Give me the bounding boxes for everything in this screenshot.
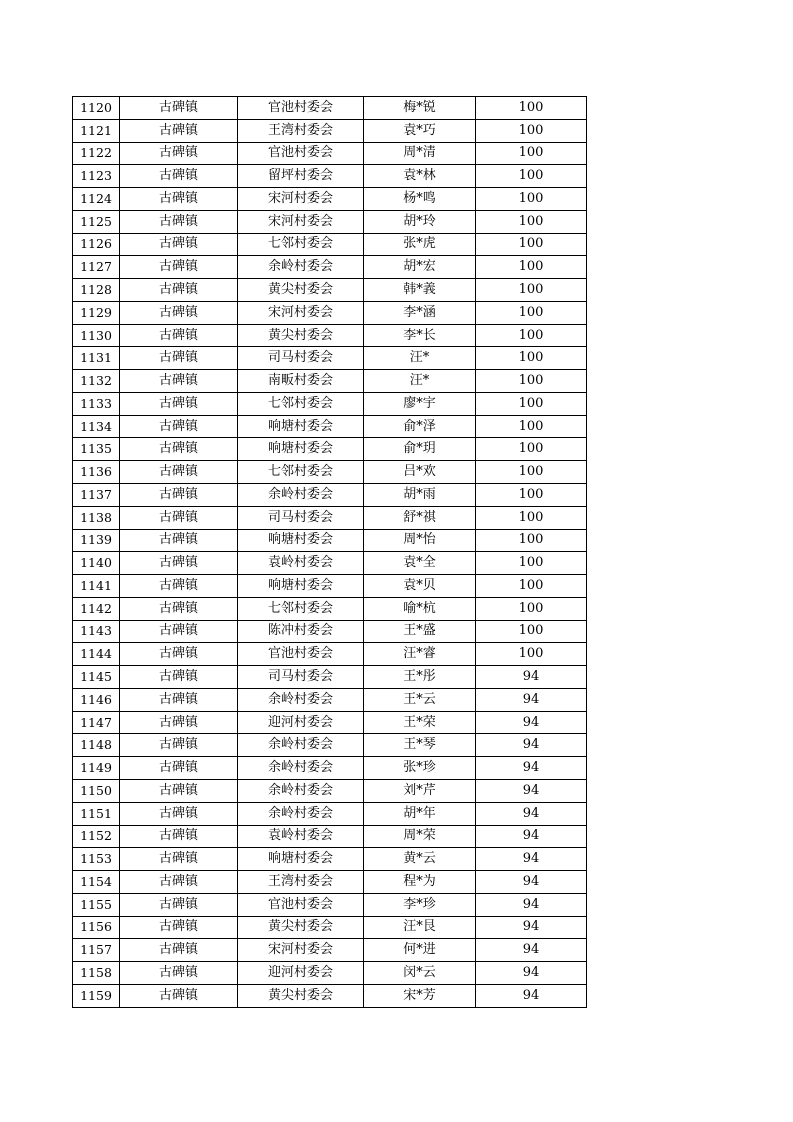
table-row	[73, 825, 587, 848]
table-row	[73, 734, 587, 757]
table-row	[73, 301, 587, 324]
amount-cell: 94	[476, 666, 587, 689]
amount-cell: 94	[476, 984, 587, 1007]
row-number-cell: 1123	[73, 165, 120, 188]
village-committee-cell: 黄尖村委会	[238, 324, 364, 347]
village-committee-cell: 袁岭村委会	[238, 825, 364, 848]
town-cell: 古碑镇	[120, 984, 238, 1007]
amount-cell: 100	[476, 484, 587, 507]
amount-cell: 100	[476, 301, 587, 324]
town-cell: 古碑镇	[120, 165, 238, 188]
town-cell: 古碑镇	[120, 119, 238, 142]
amount-cell: 94	[476, 779, 587, 802]
amount-cell: 100	[476, 233, 587, 256]
name-cell: 杨*鸣	[364, 188, 476, 211]
row-number-cell: 1121	[73, 119, 120, 142]
table-row	[73, 370, 587, 393]
row-number-cell: 1153	[73, 848, 120, 871]
village-committee-cell: 响塘村委会	[238, 529, 364, 552]
amount-cell: 100	[476, 506, 587, 529]
table-row	[73, 347, 587, 370]
name-cell: 俞*玥	[364, 438, 476, 461]
name-cell: 袁*林	[364, 165, 476, 188]
table-row	[73, 802, 587, 825]
row-number-cell: 1141	[73, 575, 120, 598]
village-committee-cell: 留坪村委会	[238, 165, 364, 188]
table-row	[73, 643, 587, 666]
village-committee-cell: 王湾村委会	[238, 119, 364, 142]
town-cell: 古碑镇	[120, 233, 238, 256]
row-number-cell: 1147	[73, 711, 120, 734]
amount-cell: 100	[476, 256, 587, 279]
table-row	[73, 575, 587, 598]
amount-cell: 100	[476, 279, 587, 302]
village-committee-cell: 黄尖村委会	[238, 984, 364, 1007]
name-cell: 周*怡	[364, 529, 476, 552]
amount-cell: 94	[476, 848, 587, 871]
town-cell: 古碑镇	[120, 142, 238, 165]
table-row	[73, 939, 587, 962]
name-cell: 俞*泽	[364, 415, 476, 438]
town-cell: 古碑镇	[120, 848, 238, 871]
table-row	[73, 188, 587, 211]
amount-cell: 94	[476, 825, 587, 848]
table-row	[73, 142, 587, 165]
table-row	[73, 97, 587, 120]
data-table	[72, 96, 587, 1008]
village-committee-cell: 宋河村委会	[238, 939, 364, 962]
name-cell: 张*虎	[364, 233, 476, 256]
name-cell: 廖*宇	[364, 392, 476, 415]
village-committee-cell: 宋河村委会	[238, 188, 364, 211]
table-row	[73, 165, 587, 188]
table-row	[73, 506, 587, 529]
amount-cell: 94	[476, 893, 587, 916]
town-cell: 古碑镇	[120, 347, 238, 370]
row-number-cell: 1157	[73, 939, 120, 962]
amount-cell: 100	[476, 575, 587, 598]
town-cell: 古碑镇	[120, 779, 238, 802]
table-row	[73, 620, 587, 643]
name-cell: 吕*欢	[364, 461, 476, 484]
village-committee-cell: 七邻村委会	[238, 461, 364, 484]
name-cell: 胡*雨	[364, 484, 476, 507]
village-committee-cell: 余岭村委会	[238, 256, 364, 279]
table-row	[73, 415, 587, 438]
row-number-cell: 1156	[73, 916, 120, 939]
town-cell: 古碑镇	[120, 962, 238, 985]
row-number-cell: 1122	[73, 142, 120, 165]
name-cell: 汪*	[364, 370, 476, 393]
village-committee-cell: 官池村委会	[238, 97, 364, 120]
name-cell: 王*琴	[364, 734, 476, 757]
name-cell: 李*长	[364, 324, 476, 347]
name-cell: 袁*巧	[364, 119, 476, 142]
row-number-cell: 1126	[73, 233, 120, 256]
row-number-cell: 1120	[73, 97, 120, 120]
town-cell: 古碑镇	[120, 939, 238, 962]
town-cell: 古碑镇	[120, 256, 238, 279]
row-number-cell: 1138	[73, 506, 120, 529]
amount-cell: 100	[476, 210, 587, 233]
table-row	[73, 392, 587, 415]
table-row	[73, 484, 587, 507]
town-cell: 古碑镇	[120, 734, 238, 757]
town-cell: 古碑镇	[120, 279, 238, 302]
name-cell: 李*珍	[364, 893, 476, 916]
village-committee-cell: 黄尖村委会	[238, 279, 364, 302]
row-number-cell: 1154	[73, 871, 120, 894]
village-committee-cell: 余岭村委会	[238, 484, 364, 507]
table-row	[73, 438, 587, 461]
village-committee-cell: 官池村委会	[238, 893, 364, 916]
name-cell: 闵*云	[364, 962, 476, 985]
amount-cell: 100	[476, 620, 587, 643]
town-cell: 古碑镇	[120, 188, 238, 211]
town-cell: 古碑镇	[120, 415, 238, 438]
row-number-cell: 1145	[73, 666, 120, 689]
amount-cell: 100	[476, 392, 587, 415]
amount-cell: 100	[476, 165, 587, 188]
town-cell: 古碑镇	[120, 552, 238, 575]
town-cell: 古碑镇	[120, 597, 238, 620]
town-cell: 古碑镇	[120, 757, 238, 780]
village-committee-cell: 袁岭村委会	[238, 552, 364, 575]
village-committee-cell: 迎河村委会	[238, 962, 364, 985]
amount-cell: 94	[476, 688, 587, 711]
row-number-cell: 1136	[73, 461, 120, 484]
village-committee-cell: 余岭村委会	[238, 734, 364, 757]
amount-cell: 100	[476, 97, 587, 120]
name-cell: 周*荣	[364, 825, 476, 848]
village-committee-cell: 余岭村委会	[238, 688, 364, 711]
town-cell: 古碑镇	[120, 643, 238, 666]
name-cell: 汪*	[364, 347, 476, 370]
name-cell: 胡*玲	[364, 210, 476, 233]
row-number-cell: 1140	[73, 552, 120, 575]
village-committee-cell: 陈冲村委会	[238, 620, 364, 643]
village-committee-cell: 迎河村委会	[238, 711, 364, 734]
name-cell: 李*涵	[364, 301, 476, 324]
amount-cell: 100	[476, 438, 587, 461]
row-number-cell: 1142	[73, 597, 120, 620]
row-number-cell: 1132	[73, 370, 120, 393]
table-row	[73, 779, 587, 802]
amount-cell: 94	[476, 802, 587, 825]
village-committee-cell: 响塘村委会	[238, 848, 364, 871]
name-cell: 舒*祺	[364, 506, 476, 529]
amount-cell: 100	[476, 370, 587, 393]
town-cell: 古碑镇	[120, 392, 238, 415]
village-committee-cell: 宋河村委会	[238, 301, 364, 324]
table-row	[73, 552, 587, 575]
amount-cell: 94	[476, 711, 587, 734]
table-row	[73, 119, 587, 142]
row-number-cell: 1144	[73, 643, 120, 666]
row-number-cell: 1155	[73, 893, 120, 916]
table-row	[73, 461, 587, 484]
name-cell: 喻*杭	[364, 597, 476, 620]
village-committee-cell: 余岭村委会	[238, 802, 364, 825]
town-cell: 古碑镇	[120, 370, 238, 393]
name-cell: 袁*全	[364, 552, 476, 575]
name-cell: 宋*芳	[364, 984, 476, 1007]
town-cell: 古碑镇	[120, 484, 238, 507]
amount-cell: 94	[476, 962, 587, 985]
row-number-cell: 1148	[73, 734, 120, 757]
table-row	[73, 757, 587, 780]
name-cell: 王*盛	[364, 620, 476, 643]
amount-cell: 100	[476, 415, 587, 438]
table-row	[73, 666, 587, 689]
table-row	[73, 871, 587, 894]
amount-cell: 94	[476, 757, 587, 780]
town-cell: 古碑镇	[120, 97, 238, 120]
row-number-cell: 1159	[73, 984, 120, 1007]
name-cell: 张*珍	[364, 757, 476, 780]
name-cell: 袁*贝	[364, 575, 476, 598]
village-committee-cell: 余岭村委会	[238, 757, 364, 780]
village-committee-cell: 七邻村委会	[238, 597, 364, 620]
table-row	[73, 916, 587, 939]
town-cell: 古碑镇	[120, 711, 238, 734]
village-committee-cell: 官池村委会	[238, 142, 364, 165]
town-cell: 古碑镇	[120, 210, 238, 233]
town-cell: 古碑镇	[120, 893, 238, 916]
name-cell: 王*荣	[364, 711, 476, 734]
name-cell: 周*清	[364, 142, 476, 165]
amount-cell: 100	[476, 643, 587, 666]
town-cell: 古碑镇	[120, 506, 238, 529]
name-cell: 胡*宏	[364, 256, 476, 279]
amount-cell: 94	[476, 939, 587, 962]
table-row	[73, 688, 587, 711]
table-row	[73, 256, 587, 279]
row-number-cell: 1158	[73, 962, 120, 985]
amount-cell: 100	[476, 188, 587, 211]
table-row	[73, 848, 587, 871]
village-committee-cell: 七邻村委会	[238, 233, 364, 256]
amount-cell: 100	[476, 347, 587, 370]
name-cell: 胡*年	[364, 802, 476, 825]
name-cell: 汪*睿	[364, 643, 476, 666]
village-committee-cell: 司马村委会	[238, 506, 364, 529]
village-committee-cell: 响塘村委会	[238, 438, 364, 461]
row-number-cell: 1135	[73, 438, 120, 461]
town-cell: 古碑镇	[120, 529, 238, 552]
row-number-cell: 1139	[73, 529, 120, 552]
village-committee-cell: 司马村委会	[238, 666, 364, 689]
village-committee-cell: 黄尖村委会	[238, 916, 364, 939]
amount-cell: 100	[476, 119, 587, 142]
town-cell: 古碑镇	[120, 620, 238, 643]
amount-cell: 100	[476, 597, 587, 620]
table-row	[73, 324, 587, 347]
village-committee-cell: 南畈村委会	[238, 370, 364, 393]
row-number-cell: 1128	[73, 279, 120, 302]
name-cell: 刘*芹	[364, 779, 476, 802]
amount-cell: 94	[476, 871, 587, 894]
name-cell: 王*彤	[364, 666, 476, 689]
row-number-cell: 1152	[73, 825, 120, 848]
row-number-cell: 1130	[73, 324, 120, 347]
table-row	[73, 984, 587, 1007]
table-row	[73, 210, 587, 233]
row-number-cell: 1125	[73, 210, 120, 233]
amount-cell: 100	[476, 142, 587, 165]
name-cell: 韩*義	[364, 279, 476, 302]
village-committee-cell: 七邻村委会	[238, 392, 364, 415]
row-number-cell: 1143	[73, 620, 120, 643]
table-row	[73, 279, 587, 302]
row-number-cell: 1134	[73, 415, 120, 438]
village-committee-cell: 官池村委会	[238, 643, 364, 666]
town-cell: 古碑镇	[120, 438, 238, 461]
row-number-cell: 1150	[73, 779, 120, 802]
row-number-cell: 1127	[73, 256, 120, 279]
town-cell: 古碑镇	[120, 802, 238, 825]
row-number-cell: 1124	[73, 188, 120, 211]
town-cell: 古碑镇	[120, 871, 238, 894]
town-cell: 古碑镇	[120, 666, 238, 689]
village-committee-cell: 余岭村委会	[238, 779, 364, 802]
village-committee-cell: 宋河村委会	[238, 210, 364, 233]
village-committee-cell: 响塘村委会	[238, 575, 364, 598]
town-cell: 古碑镇	[120, 825, 238, 848]
amount-cell: 94	[476, 916, 587, 939]
town-cell: 古碑镇	[120, 688, 238, 711]
row-number-cell: 1133	[73, 392, 120, 415]
amount-cell: 100	[476, 552, 587, 575]
amount-cell: 100	[476, 461, 587, 484]
table-row	[73, 597, 587, 620]
town-cell: 古碑镇	[120, 324, 238, 347]
table-row	[73, 962, 587, 985]
row-number-cell: 1129	[73, 301, 120, 324]
row-number-cell: 1146	[73, 688, 120, 711]
row-number-cell: 1149	[73, 757, 120, 780]
amount-cell: 100	[476, 324, 587, 347]
name-cell: 王*云	[364, 688, 476, 711]
town-cell: 古碑镇	[120, 575, 238, 598]
town-cell: 古碑镇	[120, 301, 238, 324]
village-committee-cell: 司马村委会	[238, 347, 364, 370]
row-number-cell: 1131	[73, 347, 120, 370]
table-row	[73, 233, 587, 256]
village-committee-cell: 响塘村委会	[238, 415, 364, 438]
row-number-cell: 1151	[73, 802, 120, 825]
name-cell: 梅*锐	[364, 97, 476, 120]
table-row	[73, 893, 587, 916]
table-body	[73, 97, 587, 1008]
table-row	[73, 529, 587, 552]
amount-cell: 94	[476, 734, 587, 757]
row-number-cell: 1137	[73, 484, 120, 507]
town-cell: 古碑镇	[120, 461, 238, 484]
table-row	[73, 711, 587, 734]
town-cell: 古碑镇	[120, 916, 238, 939]
name-cell: 程*为	[364, 871, 476, 894]
village-committee-cell: 王湾村委会	[238, 871, 364, 894]
amount-cell: 100	[476, 529, 587, 552]
name-cell: 黄*云	[364, 848, 476, 871]
name-cell: 何*进	[364, 939, 476, 962]
name-cell: 汪*艮	[364, 916, 476, 939]
